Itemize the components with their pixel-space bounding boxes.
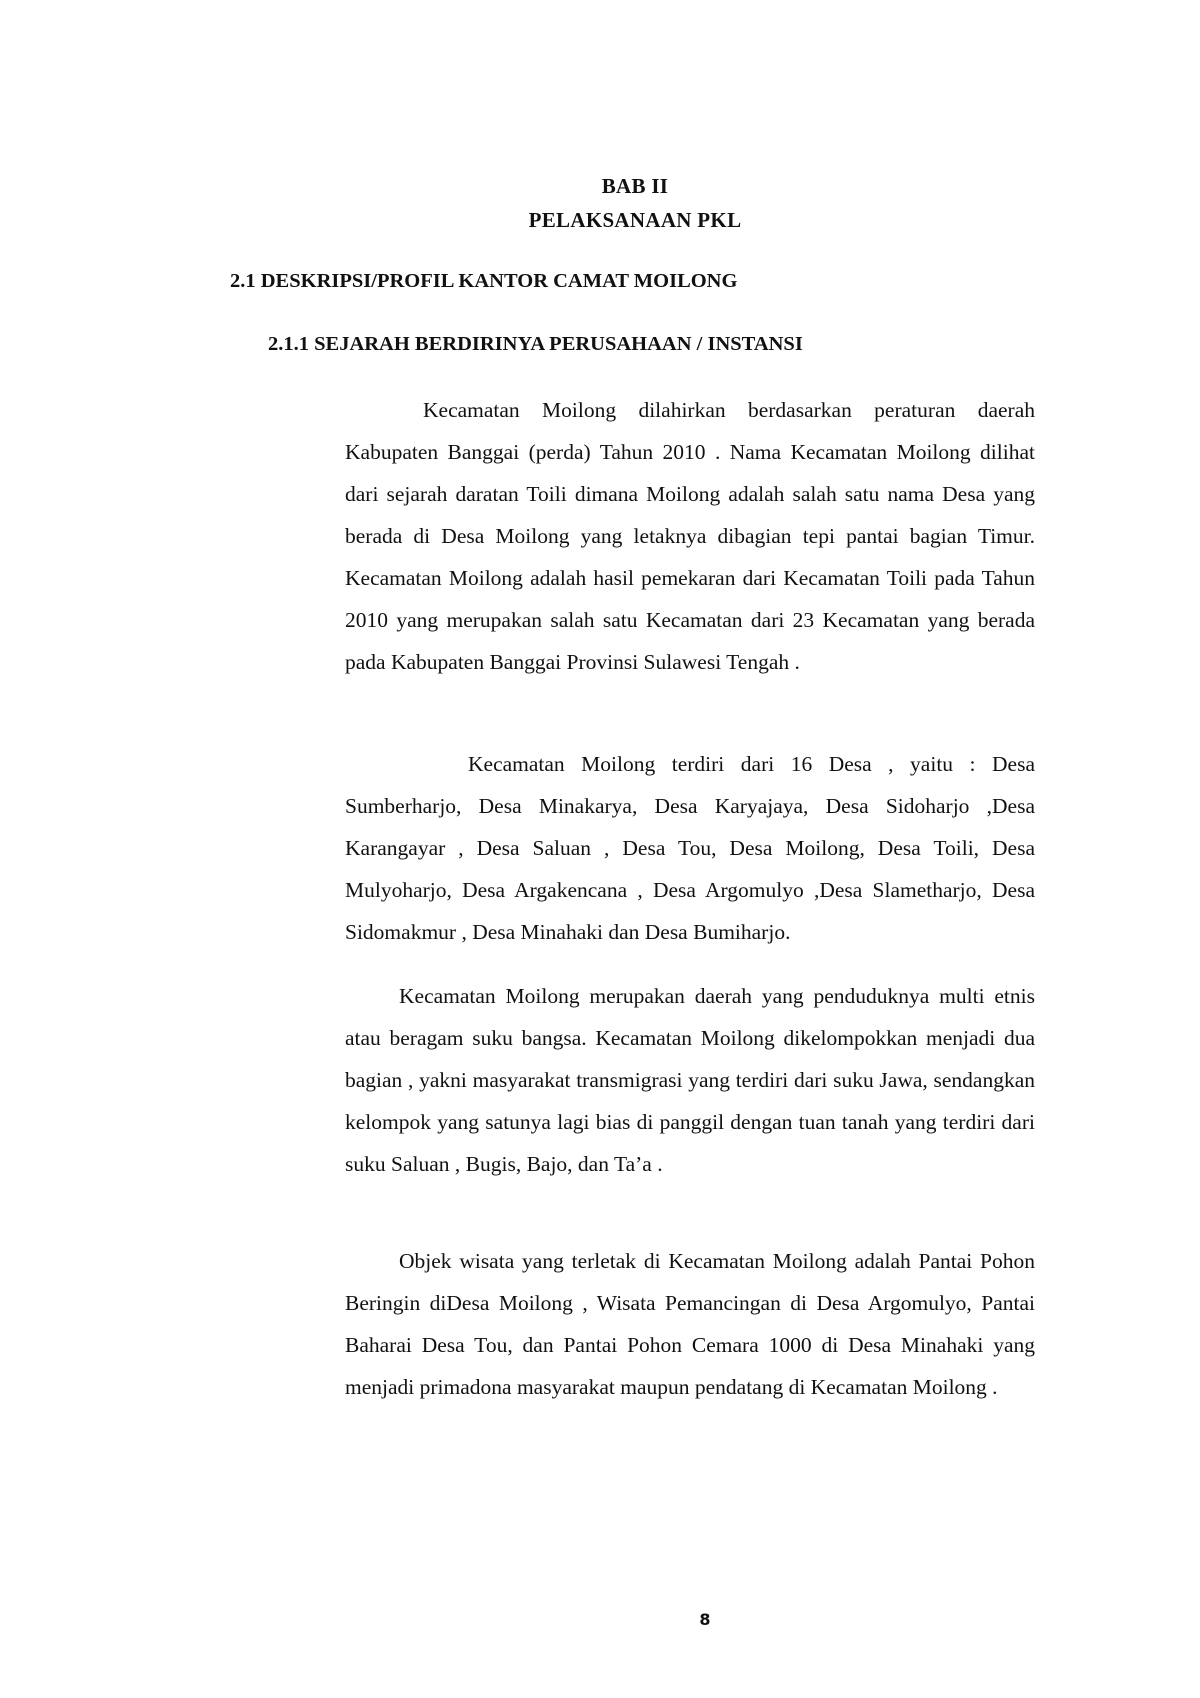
- paragraph-history: Kecamatan Moilong dilahirkan berdasarkan peraturan daerah Kabupaten Banggai (perda) Tahun 2010 . Nama Kecamatan Moilong dilihat dari sejarah daratan Toili dimana Moilong adalah salah satu nama Desa yang berada di Desa Moilong yang letaknya dibagian tepi pantai bagian Timur. Kecamatan Moilong adalah hasil pemekaran dari Kecamatan Toili pada Tahun 2010 yang merupakan salah satu Kecamatan dari 23 Kecamatan yang berada pada Kabupaten Banggai Provinsi Sulawesi Tengah .: [345, 398, 1035, 674]
- chapter-title: PELAKSANAAN PKL: [528, 208, 742, 232]
- subsection-heading: 2.1.1 SEJARAH BERDIRINYA PERUSAHAAN / INSTANSI: [268, 333, 803, 355]
- paragraph-population: Kecamatan Moilong merupakan daerah yang penduduknya multi etnis atau beragam suku bangsa. Kecamatan Moilong dikelompokkan menjadi dua bagian , yakni masyarakat transmigrasi yang terdiri dari suku Jawa, sendangkan kelompok yang satunya lagi bias di panggil dengan tuan tanah yang terdiri dari suku Saluan , Bugis, Bajo, dan Ta’a .: [345, 984, 1035, 1176]
- paragraph-villages: Kecamatan Moilong terdiri dari 16 Desa , yaitu : Desa Sumberharjo, Desa Minakarya, Desa Karyajaya, Desa Sidoharjo ,Desa Karangayar , Desa Saluan , Desa Tou, Desa Moilong, Desa Toili, Desa Mulyoharjo, Desa Argakencana , Desa Argomulyo ,Desa Slametharjo, Desa Sidomakmur , Desa Minahaki dan Desa Bumiharjo.: [345, 752, 1035, 944]
- paragraph-tourism: Objek wisata yang terletak di Kecamatan Moilong adalah Pantai Pohon Beringin diDesa Moilong , Wisata Pemancingan di Desa Argomulyo, Pantai Baharai Desa Tou, dan Pantai Pohon Cemara 1000 di Desa Minahaki yang menjadi primadona masyarakat maupun pendatang di Kecamatan Moilong .: [345, 1249, 1035, 1399]
- section-heading: 2.1 DESKRIPSI/PROFIL KANTOR CAMAT MOILONG: [230, 270, 738, 292]
- chapter-number: BAB II: [601, 174, 669, 198]
- page-number: 8: [699, 1610, 711, 1629]
